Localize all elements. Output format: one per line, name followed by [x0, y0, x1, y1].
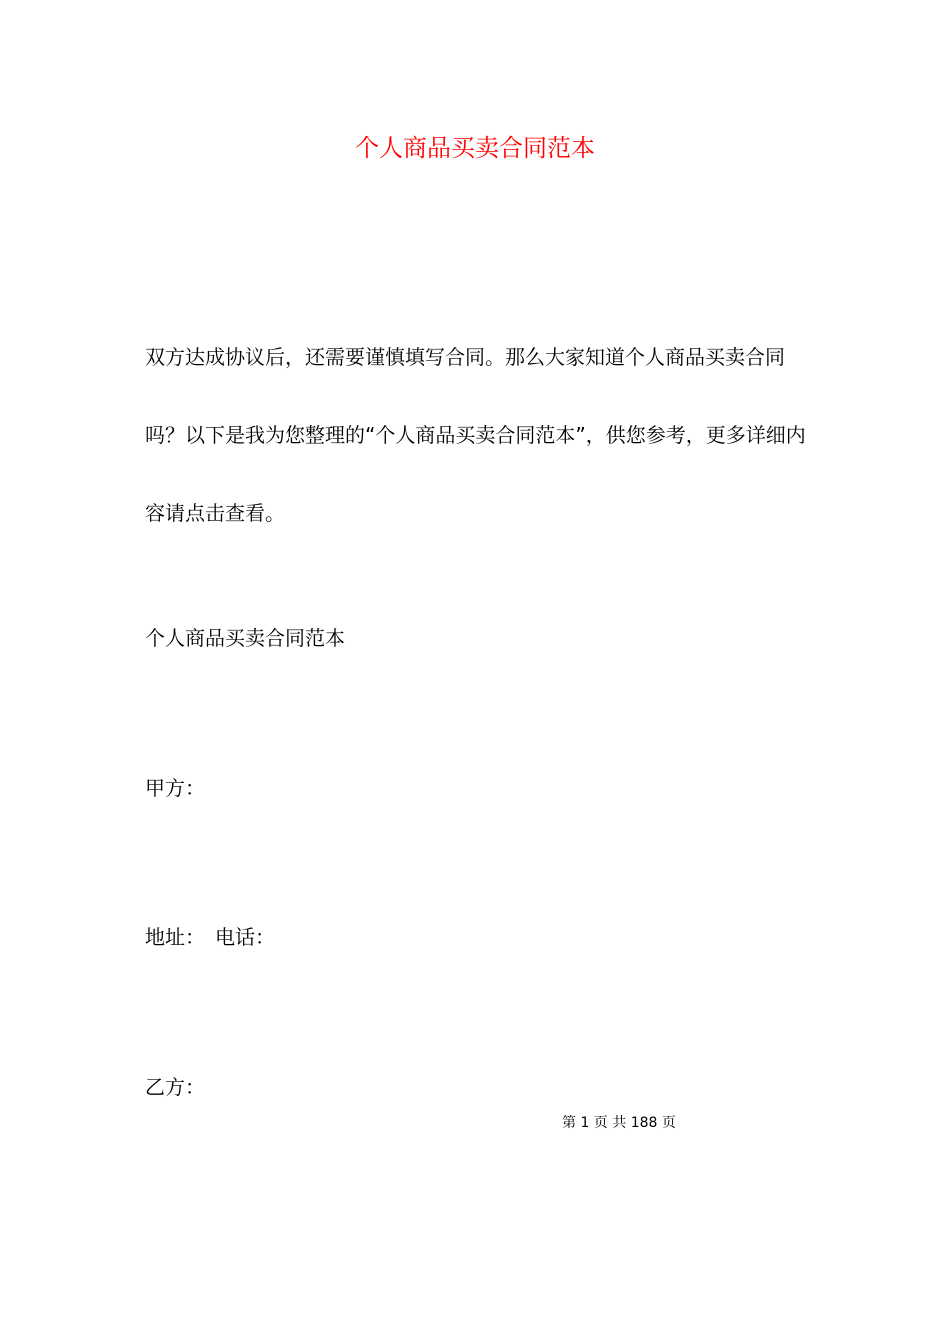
page-number-footer: 第 1 页 共 188 页 [562, 1115, 676, 1131]
phone-label: 电话： [215, 925, 275, 949]
party-a-label: 甲方： [145, 776, 205, 800]
address-label: 地址： [145, 925, 205, 949]
address-phone-line [145, 922, 275, 952]
document-title: 个人商品买卖合同范本 [355, 134, 595, 162]
intro-paragraph: 双方达成协议后，还需要谨慎填写合同。那么大家知道个人商品买卖合同吗？以下是我为您整理的“个人商品买卖合同范本”，供您参考，更多详细内容请点击查看。 [145, 345, 806, 525]
contract-heading: 个人商品买卖合同范本 [145, 626, 345, 650]
party-b-label: 乙方： [145, 1075, 205, 1099]
